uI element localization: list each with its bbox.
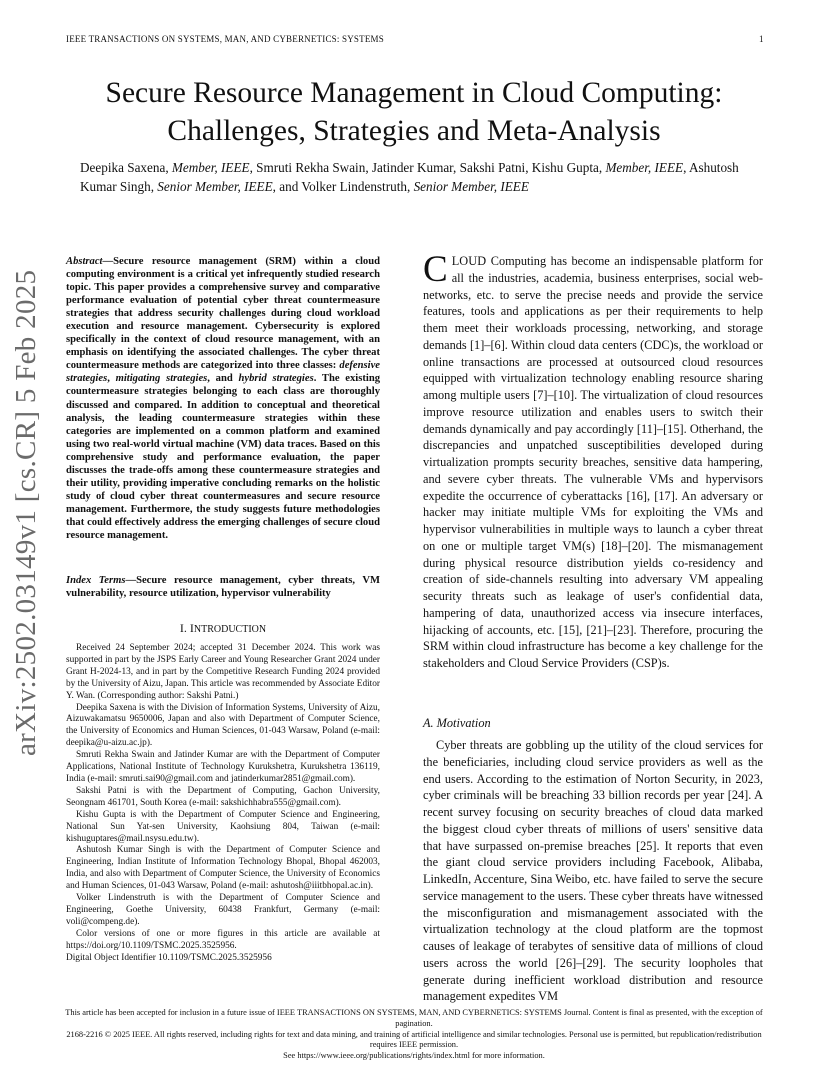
footnote-affiliation: Ashutosh Kumar Singh is with the Department of Computer Science and Engineering, Indian Institute of Information Technology Bhopal, Bhopal 462003, India, and also with Department of Computer Science, the University of Economics and Human Sciences, 01-043 Warsaw, Poland (e-mail: ashutosh@iiitbhopal.ac.in). <box>66 845 380 892</box>
author-1: Deepika Saxena, <box>80 160 169 175</box>
acceptance-note: This article has been accepted for inclusion in a future issue of IEEE TRANSACTIONS ON SYSTEMS, MAN, AND CYBERNETICS: SYSTEMS Journal. Content is final as presented, with the exception of pagination. <box>65 1008 763 1028</box>
abstract-class-1: defensive strategies <box>66 360 380 385</box>
running-head: IEEE TRANSACTIONS ON SYSTEMS, MAN, AND CYBERNETICS: SYSTEMS <box>66 34 384 44</box>
abstract-text-1: —Secure resource management (SRM) within a cloud computing environment is a critical yet infrequently studied research topic. This paper provides a comprehensive survey and comparative performance evaluation of potential cyber threat countermeasure strategies that address security challenges during cloud workload execution and resource management. Cybersecurity is explored specifically in the context of cloud resource management, with an emphasis on identifying the associated challenges. The cyber threat countermeasure methods are categorized into three classes: <box>66 256 380 372</box>
page-number: 1 <box>759 34 764 44</box>
footnote-affiliation: Smruti Rekha Swain and Jatinder Kumar are with the Department of Computer Applications, National Institute of Technology Kurukshetra, Kurukshetra 136119, India (e-mail: smruti.sai90@gmail.com and jatinderkumar2851@gmail.com). <box>66 750 380 784</box>
intro-paragraph-1 <box>423 249 763 672</box>
author-list <box>80 158 750 196</box>
section-heading-introduction <box>66 621 380 636</box>
abstract-text-2: . The existing countermeasure strategies belonging to each class are thoroughly discussed and compared. In addition to conceptual and theoretical analysis, the leading countermeasure strategies within these categories are implemented on a common platform and examined using two real-world virtual machine (VM) data traces. Based on this comprehensive study and performance evaluation, the paper discusses the trade-offs among these countermeasure strategies and their utility, providing imperative concluding remarks on the holistic study of cloud cyber threat countermeasures and secure resource management. Furthermore, the study suggests future methodologies that could effectively address the emerging challenges of secure cloud resource management. <box>66 373 381 541</box>
intro-lead-word: LOUD <box>451 254 487 268</box>
drop-cap: C <box>423 249 448 290</box>
index-terms-text: —Secure resource management, cyber threats, VM vulnerability, resource utilization, hypervisor vulnerability <box>66 575 380 600</box>
section-numeral: I. <box>179 621 190 635</box>
section-initial: I <box>189 621 194 635</box>
abstract-sep-1: , <box>107 373 116 385</box>
author-4-role: Senior Member, IEEE <box>157 179 273 194</box>
intro-text-1: Computing has become an indispensable platform for all the industries, academia, business enterprises, social web-networks, etc. to serve the precise needs and provide the service features, tools and applications as per their requirements to help them meet their workloads processing, networking, and storage demands [1]–[6]. Within cloud data centers (CDC)s, the workload or online transactions are processed at outsourced cloud resources equipped with virtualization technology enabling resource sharing among multiple users [7]–[10]. The virtualization of cloud resources improve resource utilization and enables users to switch their demands dynamically and pay accordingly [11]–[15]. Otherhand, the discrepancies and unpatched susceptibilities developed during virtualization prompts security breaches, sensitive data hampering, and severe cyber threats. The vulnerable VMs and hypervisors expedite the occurrence of cyberattacks [16], [17]. An adversary or hacker may initiate multiple VMs for exploiting the VMs and hypervisor vulnerabilities in multiple ways to launch a cyber threat on one or multiple target VM(s) [18]–[20]. The mismanagement during physical resource distribution yields co-residency and creation of side-channels resulting into adversary VM appealing security threats such as leakage of user's confidential data, hampering of data, unauthorized access via insecure interfaces, hijacking of accounts, etc. [15], [21]–[23]. Therefore, procuring the SRM within cloud infrastructure has become a key challenge for the stakeholders and Cloud Service Providers (CSP)s. <box>423 254 763 670</box>
title-line-1: Secure Resource Management in Cloud Computing: <box>105 77 723 109</box>
abstract <box>66 255 380 542</box>
index-terms <box>66 574 380 600</box>
paper-title <box>40 74 788 150</box>
subsection-heading-motivation: A. Motivation <box>423 716 491 730</box>
author-4: , Ashutosh Kumar Singh, <box>80 160 739 194</box>
footnote-affiliation: Volker Lindenstruth is with the Department of Computer Science and Engineering, Goethe University, 60438 Frankfurt, Germany (e-mail: voli@compeng.de). <box>66 893 380 927</box>
footnote-color-versions: Color versions of one or more figures in this article are available at https://doi.org/10.1109/TSMC.2025.3525956. <box>66 928 380 951</box>
rights-link-note: See https://www.ieee.org/publications/rights/index.html for more information. <box>283 1051 545 1061</box>
author-3-role: IEEE <box>654 160 684 175</box>
author-5-role: Senior Member, IEEE <box>413 179 529 194</box>
footnote-affiliation: Kishu Gupta is with the Department of Computer Science and Engineering, National Sun Yat-sen University, Kaohsiung 804, Taiwan (e-mail: kishuguptares@mail.nsysu.edu.tw). <box>66 809 380 844</box>
footnotes <box>66 643 380 964</box>
index-terms-lead: Index Terms <box>66 575 126 586</box>
title-line-2: Challenges, Strategies and Meta-Analysis <box>167 115 661 147</box>
abstract-sep-2: , and <box>207 373 239 385</box>
section-rest: NTRODUCTION <box>193 624 267 635</box>
author-1-role: Member, IEEE <box>171 160 250 175</box>
abstract-lead: Abstract <box>66 256 103 267</box>
footnote-affiliation: Deepika Saxena is with the Division of Information Systems, University of Aizu, Aizuwakamatsu 9650006, Japan and also with Department of Computer Science, the University of Economics and Human Sciences, 01-043 Warsaw, Poland (e-mail: deepika@u-aizu.ac.jp). <box>66 702 380 749</box>
abstract-class-2: mitigating strategies <box>115 373 208 385</box>
arxiv-stamp: arXiv:2502.03149v1 [cs.CR] 5 Feb 2025 <box>10 269 42 756</box>
footnote-affiliation: Sakshi Patni is with the Department of Computing, Gachon University, Seongnam 461701, South Korea (e-mail: sakshichhabra555@gmail.com). <box>66 785 380 808</box>
abstract-class-3: hybrid strategies <box>238 373 314 385</box>
copyright-note: 2168-2216 © 2025 IEEE. All rights reserved, including rights for text and data mining, and training of artificial intelligence and similar technologies. Personal use is permitted, but republication/redistribution requires IEEE permission. <box>66 1029 762 1050</box>
footnote-doi: Digital Object Identifier 10.1109/TSMC.2025.3525956 <box>66 952 272 963</box>
author-2-role: Member, <box>605 160 652 175</box>
motivation-paragraph: Cyber threats are gobbling up the utility of the cloud services for the beneficiaries, including cloud service providers as well as the end users. According to the estimation of Norton Security, in 2023, cyber criminals will be breaching 33 billion records per year [24]. A recent survey focusing on security breaches of cloud data marked the biggest cloud cyber threats of millions of users' sensitive data that have surpassed on-premise breaches [25]. It reports that even the giant cloud service providers including Facebook, Alibaba, LinkedIn, Accenture, Sina Weibo, etc. have failed to serve the secure service management to the users. These cyber threats have witnessed the misconfiguration and mismanagement associated with the virtualization technology at the cloud platform are the topmost causes of leakage of terabytes of sensitive data of millions of cloud users across the world [26]–[29]. The security loopholes that generate during inefficient workload distribution and resource management expedites VM <box>423 738 763 1004</box>
authors-2: , Smruti Rekha Swain, Jatinder Kumar, Sakshi Patni, Kishu Gupta, <box>249 160 603 175</box>
footnote-received: Received 24 September 2024; accepted 31 December 2024. This work was supported in part by the JSPS Early Career and Young Researcher Grant 2024 under Grant H-2024-13, and in part by the Competitive Research Funding 2024 provided by the University of Aizu, Japan. This article was recommended by Associate Editor Y. Wan. (Corresponding author: Sakshi Patni.) <box>66 643 380 701</box>
author-5: , and Volker Lindenstruth, <box>272 179 411 194</box>
bottom-copyright-note <box>60 1008 768 1062</box>
